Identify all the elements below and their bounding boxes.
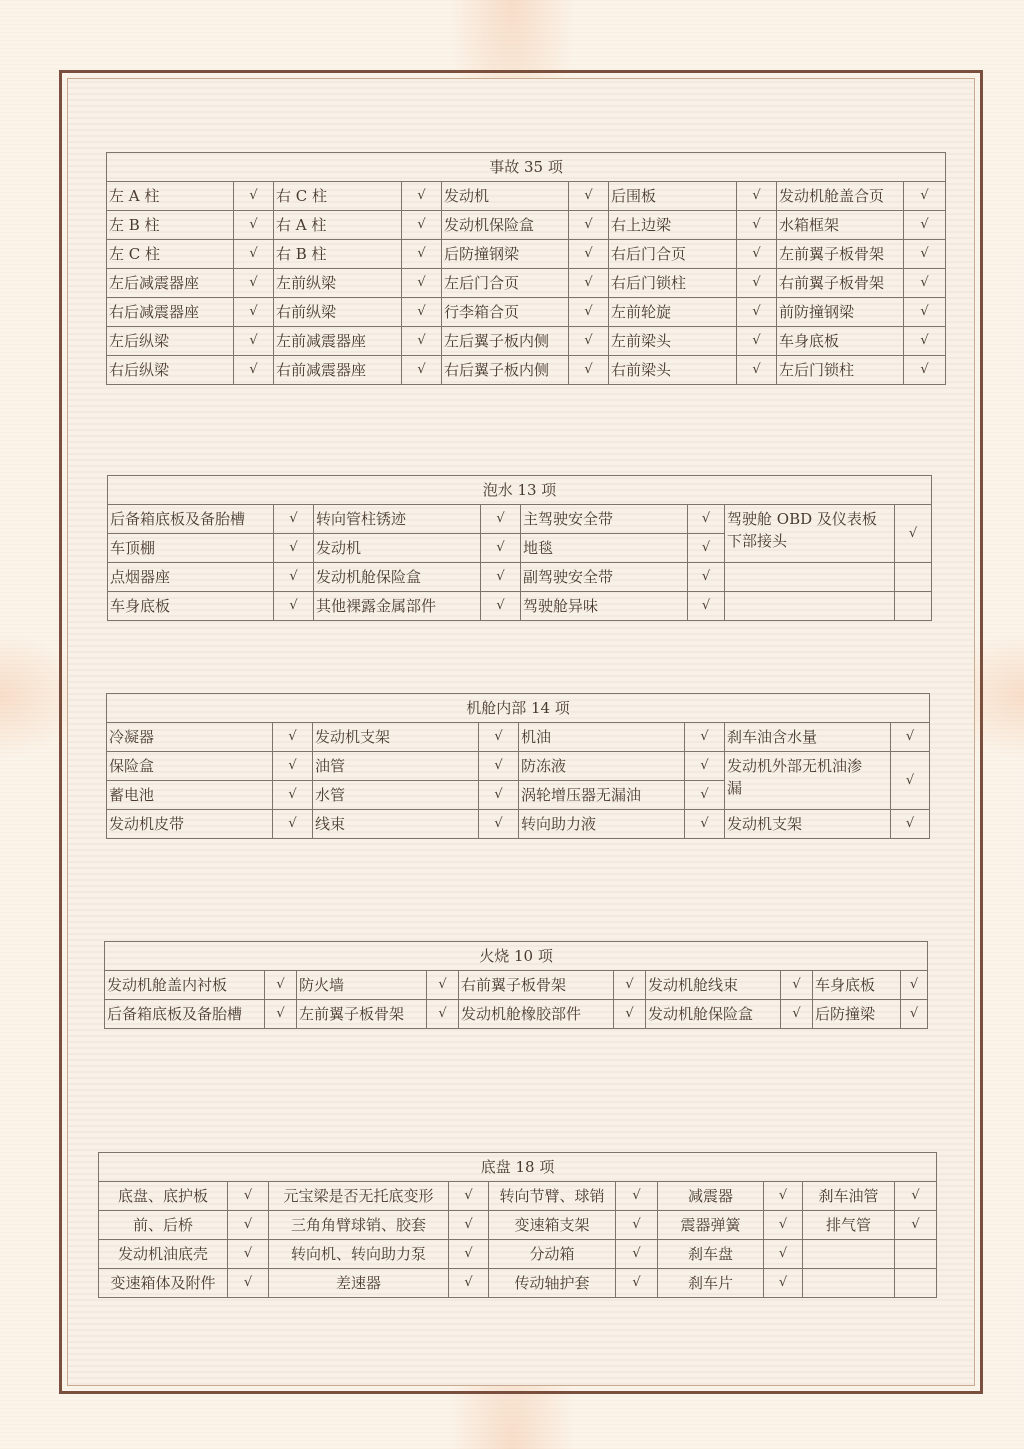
fire-item-cell: 车身底板 <box>813 971 901 1000</box>
fire-check-cell: √ <box>614 971 646 1000</box>
accident-item-cell: 左 C 柱 <box>107 240 234 269</box>
accident-row <box>107 327 946 356</box>
accident-check-cell: √ <box>402 182 442 211</box>
flood-check-cell: √ <box>481 592 521 621</box>
fire-item-cell: 发动机舱橡胶部件 <box>459 1000 614 1029</box>
accident-row <box>107 240 946 269</box>
flood-check-cell: √ <box>481 505 521 534</box>
chassis-item-cell: 转向节臂、球销 <box>489 1182 616 1211</box>
accident-check-cell: √ <box>234 298 274 327</box>
fire-table <box>104 941 928 1029</box>
chassis-item-cell: 发动机油底壳 <box>99 1240 228 1269</box>
engine-bay-item-cell: 转向助力液 <box>519 810 685 839</box>
chassis-row <box>99 1240 937 1269</box>
flood-check-cell: √ <box>688 592 725 621</box>
flood-item-cell: 发动机舱保险盒 <box>314 563 481 592</box>
flood-empty-check-cell <box>895 563 932 592</box>
chassis-check-cell: √ <box>616 1182 658 1211</box>
chassis-row <box>99 1269 937 1298</box>
accident-check-cell: √ <box>904 182 946 211</box>
accident-check-cell: √ <box>569 298 609 327</box>
fire-item-cell: 后防撞梁 <box>813 1000 901 1029</box>
engine-bay-row <box>107 810 930 839</box>
engine-bay-check-cell: √ <box>685 810 725 839</box>
accident-item-cell: 左前翼子板骨架 <box>777 240 904 269</box>
chassis-item-cell: 转向机、转向助力泵 <box>269 1240 449 1269</box>
accident-item-cell: 水箱框架 <box>777 211 904 240</box>
chassis-item-cell <box>803 1240 895 1269</box>
accident-check-cell: √ <box>569 211 609 240</box>
accident-check-cell: √ <box>569 327 609 356</box>
flood-item-cell: 车顶棚 <box>108 534 274 563</box>
accident-check-cell: √ <box>402 327 442 356</box>
chassis-check-cell: √ <box>764 1182 803 1211</box>
fire-check-cell: √ <box>614 1000 646 1029</box>
fire-item-cell: 发动机舱保险盒 <box>646 1000 781 1029</box>
accident-item-cell: 右 A 柱 <box>274 211 402 240</box>
accident-check-cell: √ <box>737 211 777 240</box>
accident-item-cell: 右上边梁 <box>609 211 737 240</box>
accident-check-cell: √ <box>402 298 442 327</box>
fire-item-cell: 右前翼子板骨架 <box>459 971 614 1000</box>
accident-item-cell: 发动机 <box>442 182 569 211</box>
accident-item-cell: 右后门合页 <box>609 240 737 269</box>
flood-item-cell: 车身底板 <box>108 592 274 621</box>
fire-check-cell: √ <box>781 1000 813 1029</box>
flood-check-cell: √ <box>688 563 725 592</box>
accident-row <box>107 356 946 385</box>
accident-check-cell: √ <box>402 356 442 385</box>
flood-check-cell: √ <box>274 534 314 563</box>
accident-item-cell: 左前减震器座 <box>274 327 402 356</box>
accident-check-cell: √ <box>737 356 777 385</box>
engine-bay-item-cell: 机油 <box>519 723 685 752</box>
engine-bay-item-cell: 涡轮增压器无漏油 <box>519 781 685 810</box>
engine-bay-check-cell: √ <box>273 781 313 810</box>
chassis-item-cell: 刹车盘 <box>658 1240 764 1269</box>
engine-bay-check-cell: √ <box>273 723 313 752</box>
accident-check-cell: √ <box>234 182 274 211</box>
engine-bay-item-cell: 冷凝器 <box>107 723 273 752</box>
flood-merged-line-1: 驾驶舱 OBD 及仪表板 <box>727 510 877 528</box>
flood-merged-item-cell <box>725 505 895 563</box>
accident-check-cell: √ <box>402 240 442 269</box>
accident-row <box>107 211 946 240</box>
flood-check-cell: √ <box>688 534 725 563</box>
flood-empty-cell <box>725 592 895 621</box>
engine-bay-check-cell: √ <box>891 810 930 839</box>
chassis-item-cell: 分动箱 <box>489 1240 616 1269</box>
accident-item-cell: 右前减震器座 <box>274 356 402 385</box>
fire-item-cell: 防火墙 <box>297 971 427 1000</box>
fire-check-cell: √ <box>265 971 297 1000</box>
accident-check-cell: √ <box>234 356 274 385</box>
accident-row <box>107 269 946 298</box>
accident-table <box>106 152 946 385</box>
accident-item-cell: 右前翼子板骨架 <box>777 269 904 298</box>
chassis-item-cell: 差速器 <box>269 1269 449 1298</box>
flood-row <box>108 505 932 534</box>
engine-bay-check-cell: √ <box>685 723 725 752</box>
flood-empty-cell <box>725 563 895 592</box>
engine-bay-merged-line-1: 发动机外部无机油渗 <box>727 757 863 775</box>
accident-check-cell: √ <box>234 269 274 298</box>
flood-title: 泡水 13 项 <box>108 476 932 505</box>
engine-bay-check-cell: √ <box>685 752 725 781</box>
fire-check-cell: √ <box>901 1000 928 1029</box>
accident-item-cell: 右前梁头 <box>609 356 737 385</box>
engine-bay-item-cell: 发动机支架 <box>725 810 891 839</box>
chassis-item-cell: 排气管 <box>803 1211 895 1240</box>
chassis-check-cell: √ <box>764 1269 803 1298</box>
chassis-check-cell: √ <box>764 1240 803 1269</box>
flood-check-cell: √ <box>274 563 314 592</box>
engine-bay-item-cell: 发动机皮带 <box>107 810 273 839</box>
accident-check-cell: √ <box>904 211 946 240</box>
accident-item-cell: 左前轮旋 <box>609 298 737 327</box>
engine-bay-check-cell: √ <box>479 781 519 810</box>
accident-item-cell: 左前梁头 <box>609 327 737 356</box>
chassis-check-cell: √ <box>228 1240 269 1269</box>
chassis-item-cell: 变速箱体及附件 <box>99 1269 228 1298</box>
chassis-item-cell: 刹车油管 <box>803 1182 895 1211</box>
accident-item-cell: 右后纵梁 <box>107 356 234 385</box>
flood-check-cell: √ <box>274 592 314 621</box>
fire-check-cell: √ <box>427 1000 459 1029</box>
engine-bay-item-cell: 线束 <box>313 810 479 839</box>
flood-item-cell: 转向管柱锈迹 <box>314 505 481 534</box>
accident-check-cell: √ <box>737 269 777 298</box>
chassis-check-cell: √ <box>228 1182 269 1211</box>
accident-item-cell: 发动机保险盒 <box>442 211 569 240</box>
fire-item-cell: 左前翼子板骨架 <box>297 1000 427 1029</box>
accident-check-cell: √ <box>402 211 442 240</box>
accident-item-cell: 左后减震器座 <box>107 269 234 298</box>
chassis-check-cell: √ <box>449 1269 489 1298</box>
chassis-item-cell: 三角角臂球销、胶套 <box>269 1211 449 1240</box>
chassis-item-cell: 减震器 <box>658 1182 764 1211</box>
flood-item-cell: 地毯 <box>521 534 688 563</box>
accident-item-cell: 后围板 <box>609 182 737 211</box>
flood-check-cell: √ <box>274 505 314 534</box>
accident-row <box>107 182 946 211</box>
flood-row <box>108 592 932 621</box>
accident-check-cell: √ <box>569 240 609 269</box>
fire-item-cell: 发动机舱线束 <box>646 971 781 1000</box>
accident-check-cell: √ <box>569 269 609 298</box>
chassis-item-cell: 刹车片 <box>658 1269 764 1298</box>
flood-item-cell: 后备箱底板及备胎槽 <box>108 505 274 534</box>
accident-check-cell: √ <box>234 211 274 240</box>
engine-bay-item-cell: 油管 <box>313 752 479 781</box>
chassis-check-cell: √ <box>449 1240 489 1269</box>
flood-empty-check-cell <box>895 592 932 621</box>
fire-check-cell: √ <box>265 1000 297 1029</box>
engine-bay-item-cell: 水管 <box>313 781 479 810</box>
accident-item-cell: 左 A 柱 <box>107 182 234 211</box>
chassis-table <box>98 1152 937 1298</box>
engine-bay-item-cell: 防冻液 <box>519 752 685 781</box>
engine-bay-row <box>107 752 930 781</box>
chassis-check-cell: √ <box>616 1211 658 1240</box>
flood-item-cell: 发动机 <box>314 534 481 563</box>
engine-bay-merged-item-cell <box>725 752 891 810</box>
accident-check-cell: √ <box>737 298 777 327</box>
fire-title: 火烧 10 项 <box>105 942 928 971</box>
engine-bay-item-cell: 刹车油含水量 <box>725 723 891 752</box>
engine-bay-item-cell: 保险盒 <box>107 752 273 781</box>
chassis-check-cell: √ <box>616 1240 658 1269</box>
engine-bay-check-cell: √ <box>479 810 519 839</box>
accident-item-cell: 右 B 柱 <box>274 240 402 269</box>
accident-check-cell: √ <box>569 182 609 211</box>
engine-bay-check-cell: √ <box>273 810 313 839</box>
accident-item-cell: 左后门合页 <box>442 269 569 298</box>
accident-item-cell: 左后翼子板内侧 <box>442 327 569 356</box>
engine-bay-row <box>107 723 930 752</box>
engine-bay-check-cell: √ <box>891 723 930 752</box>
accident-check-cell: √ <box>402 269 442 298</box>
accident-check-cell: √ <box>904 327 946 356</box>
accident-item-cell: 右后翼子板内侧 <box>442 356 569 385</box>
chassis-check-cell: √ <box>764 1211 803 1240</box>
accident-check-cell: √ <box>904 298 946 327</box>
chassis-check-cell: √ <box>228 1211 269 1240</box>
accident-item-cell: 发动机舱盖合页 <box>777 182 904 211</box>
engine-bay-check-cell: √ <box>479 752 519 781</box>
accident-item-cell: 左后门锁柱 <box>777 356 904 385</box>
flood-item-cell: 其他裸露金属部件 <box>314 592 481 621</box>
accident-item-cell: 左 B 柱 <box>107 211 234 240</box>
chassis-item-cell: 底盘、底护板 <box>99 1182 228 1211</box>
fire-item-cell: 发动机舱盖内衬板 <box>105 971 265 1000</box>
accident-check-cell: √ <box>904 356 946 385</box>
accident-check-cell: √ <box>737 327 777 356</box>
chassis-row <box>99 1182 937 1211</box>
flood-item-cell: 驾驶舱异味 <box>521 592 688 621</box>
flood-row <box>108 563 932 592</box>
chassis-item-cell: 变速箱支架 <box>489 1211 616 1240</box>
chassis-item-cell: 传动轴护套 <box>489 1269 616 1298</box>
accident-check-cell: √ <box>904 240 946 269</box>
chassis-check-cell: √ <box>895 1182 937 1211</box>
accident-title: 事故 35 项 <box>107 153 946 182</box>
chassis-item-cell: 前、后桥 <box>99 1211 228 1240</box>
accident-check-cell: √ <box>737 182 777 211</box>
accident-item-cell: 右后门锁柱 <box>609 269 737 298</box>
chassis-check-cell <box>895 1240 937 1269</box>
engine-bay-item-cell: 发动机支架 <box>313 723 479 752</box>
accident-item-cell: 右 C 柱 <box>274 182 402 211</box>
chassis-check-cell: √ <box>228 1269 269 1298</box>
accident-item-cell: 车身底板 <box>777 327 904 356</box>
chassis-title: 底盘 18 项 <box>99 1153 937 1182</box>
engine-bay-item-cell: 蓄电池 <box>107 781 273 810</box>
flood-merged-check-cell: √ <box>895 505 932 563</box>
accident-check-cell: √ <box>234 240 274 269</box>
flood-check-cell: √ <box>688 505 725 534</box>
engine-bay-table <box>106 693 930 839</box>
accident-item-cell: 左后纵梁 <box>107 327 234 356</box>
flood-item-cell: 主驾驶安全带 <box>521 505 688 534</box>
accident-item-cell: 后防撞钢梁 <box>442 240 569 269</box>
accident-item-cell: 行李箱合页 <box>442 298 569 327</box>
chassis-row <box>99 1211 937 1240</box>
fire-check-cell: √ <box>901 971 928 1000</box>
fire-check-cell: √ <box>781 971 813 1000</box>
accident-check-cell: √ <box>569 356 609 385</box>
chassis-check-cell: √ <box>616 1269 658 1298</box>
accident-item-cell: 右后减震器座 <box>107 298 234 327</box>
flood-check-cell: √ <box>481 534 521 563</box>
chassis-check-cell: √ <box>449 1211 489 1240</box>
accident-item-cell: 左前纵梁 <box>274 269 402 298</box>
chassis-item-cell: 元宝梁是否无托底变形 <box>269 1182 449 1211</box>
flood-merged-line-2: 下部接头 <box>727 532 788 550</box>
engine-bay-title: 机舱内部 14 项 <box>107 694 930 723</box>
chassis-check-cell: √ <box>449 1182 489 1211</box>
fire-row <box>105 1000 928 1029</box>
accident-check-cell: √ <box>234 327 274 356</box>
flood-check-cell: √ <box>481 563 521 592</box>
accident-check-cell: √ <box>737 240 777 269</box>
accident-check-cell: √ <box>904 269 946 298</box>
fire-row <box>105 971 928 1000</box>
fire-check-cell: √ <box>427 971 459 1000</box>
engine-bay-merged-check-cell: √ <box>891 752 930 810</box>
flood-item-cell: 点烟器座 <box>108 563 274 592</box>
engine-bay-check-cell: √ <box>479 723 519 752</box>
engine-bay-check-cell: √ <box>685 781 725 810</box>
chassis-check-cell <box>895 1269 937 1298</box>
flood-item-cell: 副驾驶安全带 <box>521 563 688 592</box>
accident-item-cell: 右前纵梁 <box>274 298 402 327</box>
engine-bay-merged-line-2: 漏 <box>727 779 743 797</box>
accident-row <box>107 298 946 327</box>
fire-item-cell: 后备箱底板及备胎槽 <box>105 1000 265 1029</box>
flood-table <box>107 475 932 621</box>
chassis-item-cell <box>803 1269 895 1298</box>
accident-item-cell: 前防撞钢梁 <box>777 298 904 327</box>
engine-bay-check-cell: √ <box>273 752 313 781</box>
chassis-check-cell: √ <box>895 1211 937 1240</box>
chassis-item-cell: 震器弹簧 <box>658 1211 764 1240</box>
